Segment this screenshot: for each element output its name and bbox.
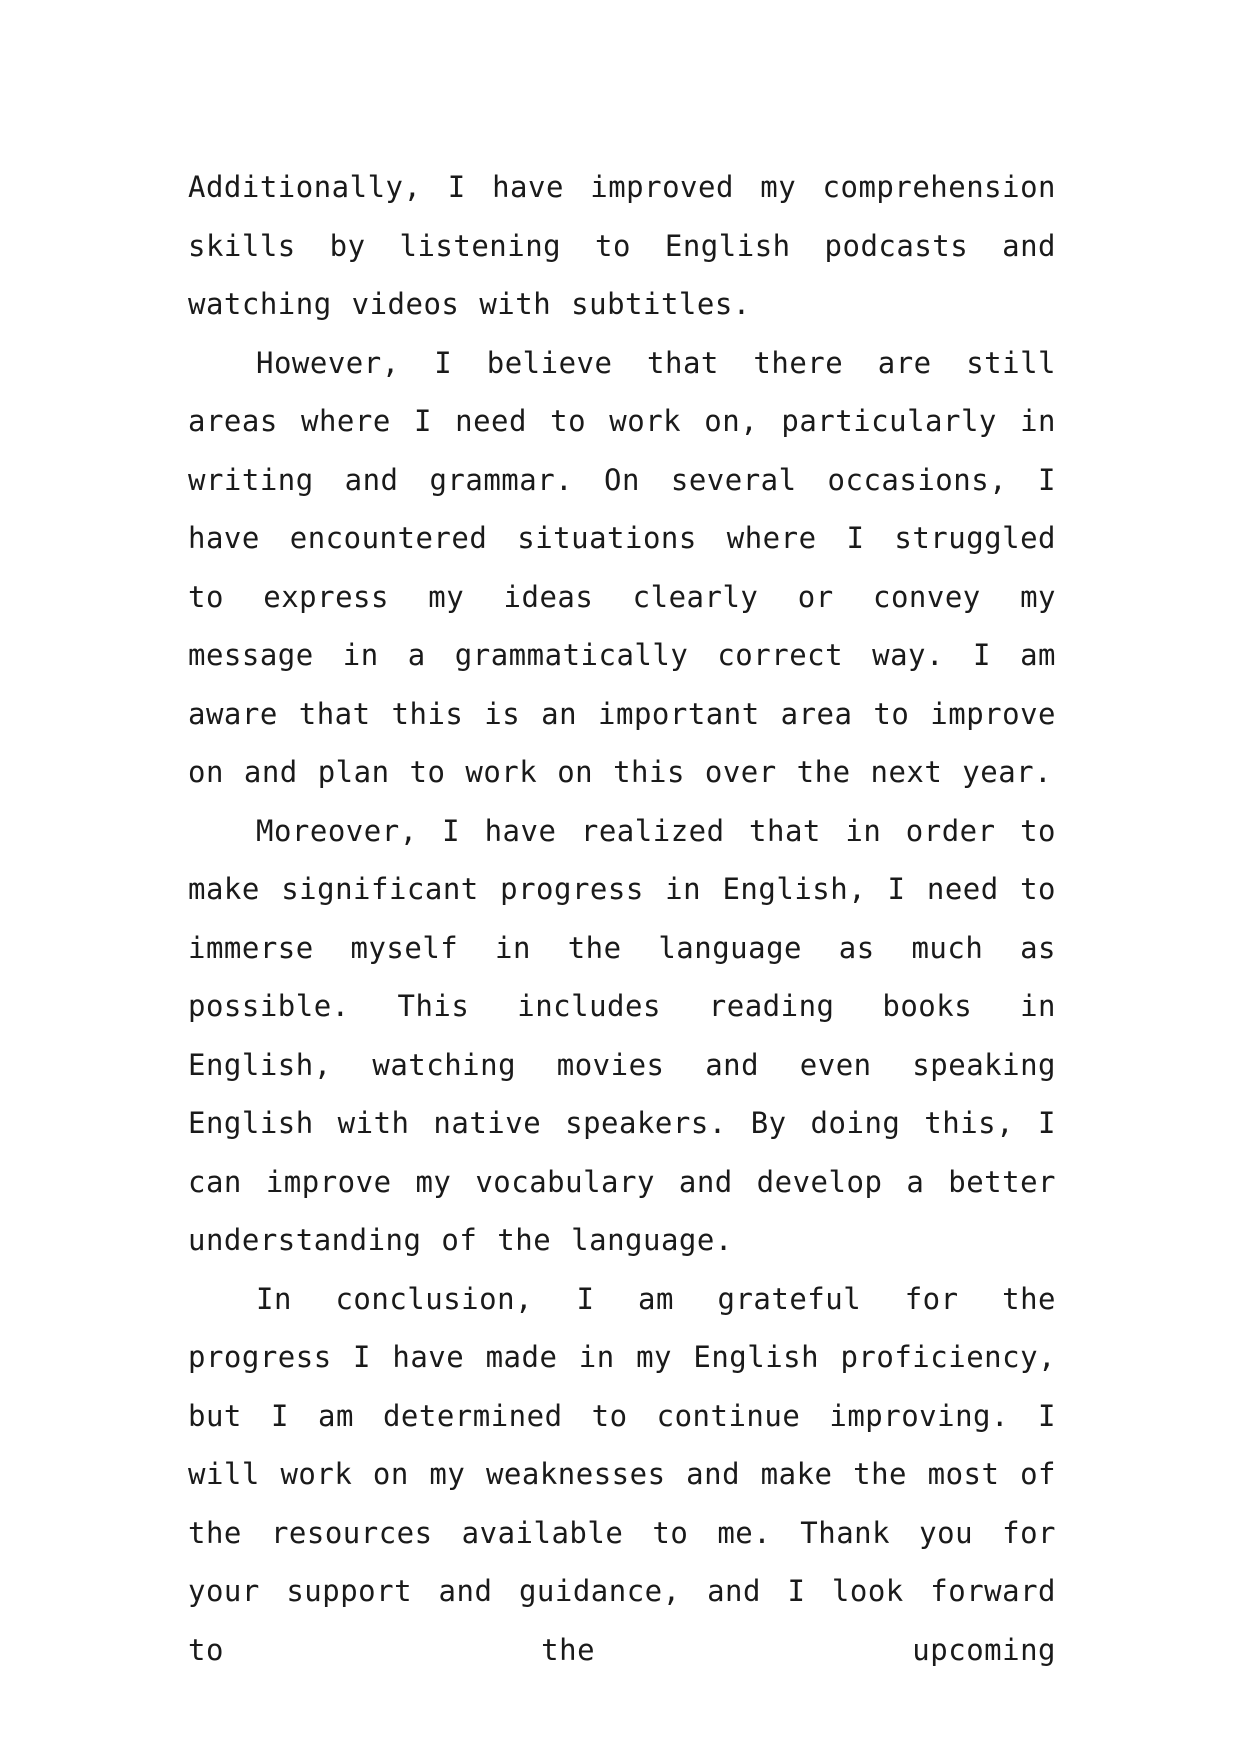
paragraph-3: Moreover, I have realized that in order to make significant progress in English, I need to immerse myself in the language as much as possible. This includes reading books in English, watching movies and even speaking English with native speakers. By doing this, I can improve my vocabulary and develop a better understanding of the language. [188,813,1056,1257]
paragraph-1: Additionally, I have improved my comprehension skills by listening to English podcasts and watching videos with subtitles. [188,170,1056,321]
paragraph-2: However, I believe that there are still areas where I need to work on, particularly in writing and grammar. On several occasions, I have encountered situations where I struggled to express my ideas clearly or convey my message in a grammatically correct way. I am aware that this is an important area to improve on and plan to work on this over the next year. [188,345,1056,789]
paragraph-4: In conclusion, I am grateful for the progress I have made in my English proficiency, but I am determined to continue improving. I will work on my weaknesses and make the most of the resources available to me. Thank you for your support and guidance, and I look forward to the upcoming [188,1281,1056,1667]
document-body [188,158,1056,1679]
